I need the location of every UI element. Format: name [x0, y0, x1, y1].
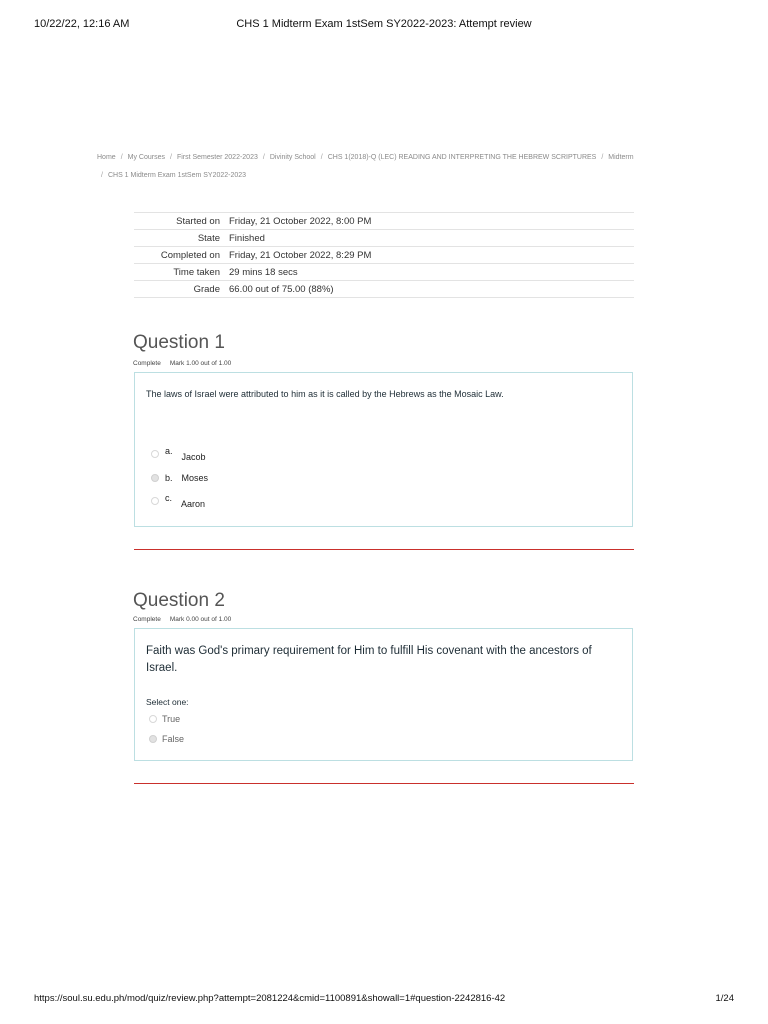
breadcrumb-separator: /	[169, 154, 172, 161]
question-status: Complete	[133, 360, 161, 367]
breadcrumb-midterm[interactable]: Midterm	[608, 154, 634, 161]
radio-button[interactable]	[151, 450, 159, 458]
summary-row-completed	[134, 247, 634, 264]
breadcrumb-course[interactable]: CHS 1(2018)-Q (LEC) READING AND INTERPRETING THE HEBREW SCRIPTURES	[327, 154, 597, 161]
option-label: Moses	[181, 473, 209, 483]
attempt-summary-table	[134, 212, 634, 298]
breadcrumb-quiz[interactable]: CHS 1 Midterm Exam 1stSem SY2022-2023	[107, 172, 247, 179]
breadcrumb-continued	[101, 172, 246, 179]
breadcrumb-school[interactable]: Divinity School	[269, 154, 316, 161]
breadcrumb	[97, 154, 634, 161]
breadcrumb-separator: /	[120, 154, 123, 161]
radio-button-selected[interactable]	[149, 735, 157, 743]
question-2-text: Faith was God's primary requirement for Him to fulfill His covenant with the ancestors of Israel.	[146, 645, 592, 674]
question-divider	[134, 549, 634, 550]
breadcrumb-separator: /	[320, 154, 323, 161]
question-1-text: The laws of Israel were attributed to him as it is called by the Hebrews as the Mosaic Law.	[146, 389, 504, 399]
question-mark: Mark 0.00 out of 1.00	[169, 616, 232, 623]
question-2-title: Question 2	[133, 590, 225, 611]
print-page-number: 1/24	[715, 993, 734, 1004]
question-2-box	[134, 628, 633, 761]
radio-button-selected[interactable]	[151, 474, 159, 482]
summary-row-time-taken	[134, 264, 634, 281]
option-label: True	[162, 714, 181, 724]
breadcrumb-separator: /	[262, 154, 265, 161]
summary-label: Completed on	[134, 247, 229, 264]
summary-value: Friday, 21 October 2022, 8:29 PM	[229, 247, 634, 264]
print-url: https://soul.su.edu.ph/mod/quiz/review.php?attempt=2081224&cmid=1100891&showall=1#question-2242816-42	[34, 993, 506, 1004]
option-label: Jacob	[181, 452, 206, 462]
print-page-title: CHS 1 Midterm Exam 1stSem SY2022-2023: Attempt review	[236, 18, 532, 30]
question-2-option-true[interactable]	[149, 714, 180, 724]
summary-row-state	[134, 230, 634, 247]
summary-value: Friday, 21 October 2022, 8:00 PM	[229, 213, 634, 230]
summary-label: State	[134, 230, 229, 247]
summary-row-started	[134, 213, 634, 230]
print-datetime: 10/22/22, 12:16 AM	[34, 18, 130, 30]
question-divider	[134, 783, 634, 784]
breadcrumb-semester[interactable]: First Semester 2022-2023	[176, 154, 258, 161]
option-label: Aaron	[181, 499, 206, 509]
question-1-option-a[interactable]	[151, 446, 206, 462]
option-letter: c.	[165, 493, 173, 503]
breadcrumb-separator: /	[601, 154, 604, 161]
select-one-label: Select one:	[146, 697, 189, 707]
option-letter: a.	[165, 446, 173, 456]
summary-label: Started on	[134, 213, 229, 230]
summary-value: 66.00 out of 75.00 (88%)	[229, 281, 634, 298]
breadcrumb-my-courses[interactable]: My Courses	[127, 154, 165, 161]
question-mark: Mark 1.00 out of 1.00	[169, 360, 232, 367]
question-1-box	[134, 372, 633, 527]
radio-button[interactable]	[151, 497, 159, 505]
option-letter: b.	[165, 473, 173, 483]
question-1-title: Question 1	[133, 332, 225, 353]
question-2-info	[133, 616, 231, 623]
question-1-option-c[interactable]	[151, 493, 206, 509]
summary-value: Finished	[229, 230, 634, 247]
option-label: False	[162, 734, 185, 744]
summary-label: Grade	[134, 281, 229, 298]
summary-row-grade	[134, 281, 634, 298]
question-status: Complete	[133, 616, 161, 623]
question-1-option-b[interactable]	[151, 473, 208, 483]
summary-label: Time taken	[134, 264, 229, 281]
summary-value: 29 mins 18 secs	[229, 264, 634, 281]
question-2-option-false[interactable]	[149, 734, 184, 744]
breadcrumb-separator: /	[101, 172, 103, 179]
breadcrumb-home[interactable]: Home	[97, 154, 116, 161]
radio-button[interactable]	[149, 715, 157, 723]
question-1-info	[133, 360, 231, 367]
